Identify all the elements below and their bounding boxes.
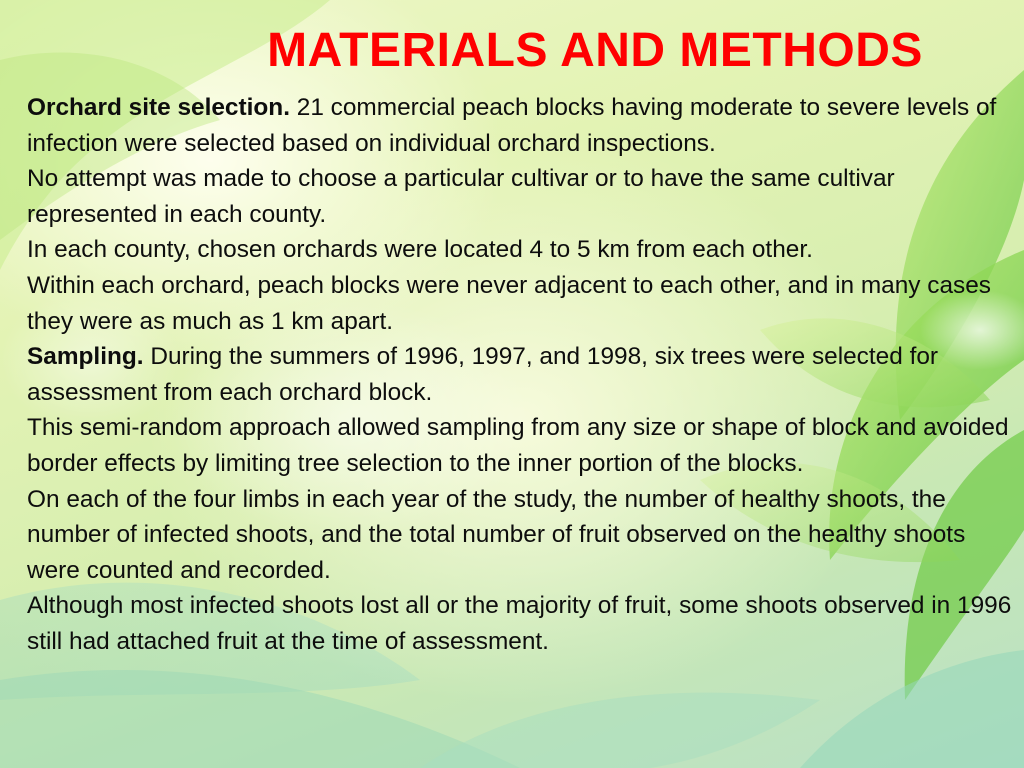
paragraph-text: 21 commercial peach blocks having moderate to severe levels of infection were selected based on individual orchard inspections. (27, 94, 997, 157)
paragraph-lead: Orchard site selection. (27, 94, 290, 121)
paragraph-orchard-distance (27, 232, 1012, 268)
paragraph-block-adjacency (27, 268, 1012, 339)
paragraph-cultivar (27, 161, 1012, 232)
slide-title: MATERIALS AND METHODS (267, 24, 923, 77)
paragraph-text: No attempt was made to choose a particular cultivar or to have the same cultivar represented in each county. (27, 165, 895, 228)
leaf-shape (420, 693, 820, 768)
paragraph-text: Although most infected shoots lost all or the majority of fruit, some shoots observed in 1996 still had attached fruit at the time of assessment. (27, 592, 1012, 655)
paragraph-lead: Sampling. (27, 343, 144, 371)
paragraph-limbs (27, 482, 1012, 589)
leaf-shape (0, 670, 520, 768)
slide-body-text (27, 90, 1012, 660)
paragraph-text: On each of the four limbs in each year of the study, the number of healthy shoots, the number of infected shoots, and the total number of fruit observed on the healthy shoots were counted and recorded. (27, 485, 966, 584)
paragraph-text: During the summers of 1996, 1997, and 1998, six trees were selected for assessment from each orchard block. (27, 343, 939, 406)
paragraph-text: Within each orchard, peach blocks were never adjacent to each other, and in many cases they were as much as 1 km apart. (27, 271, 991, 335)
paragraph-text: In each county, chosen orchards were located 4 to 5 km from each other. (27, 236, 813, 264)
paragraph-text: This semi-random approach allowed sampling from any size or shape of block and avoided border effects by limiting tree selection to the inner portion of the blocks. (27, 414, 1009, 477)
paragraph-infected-shoots (27, 588, 1012, 659)
paragraph-orchard-site-selection (27, 90, 1012, 161)
paragraph-semi-random (27, 410, 1012, 481)
paragraph-sampling (27, 339, 1012, 410)
